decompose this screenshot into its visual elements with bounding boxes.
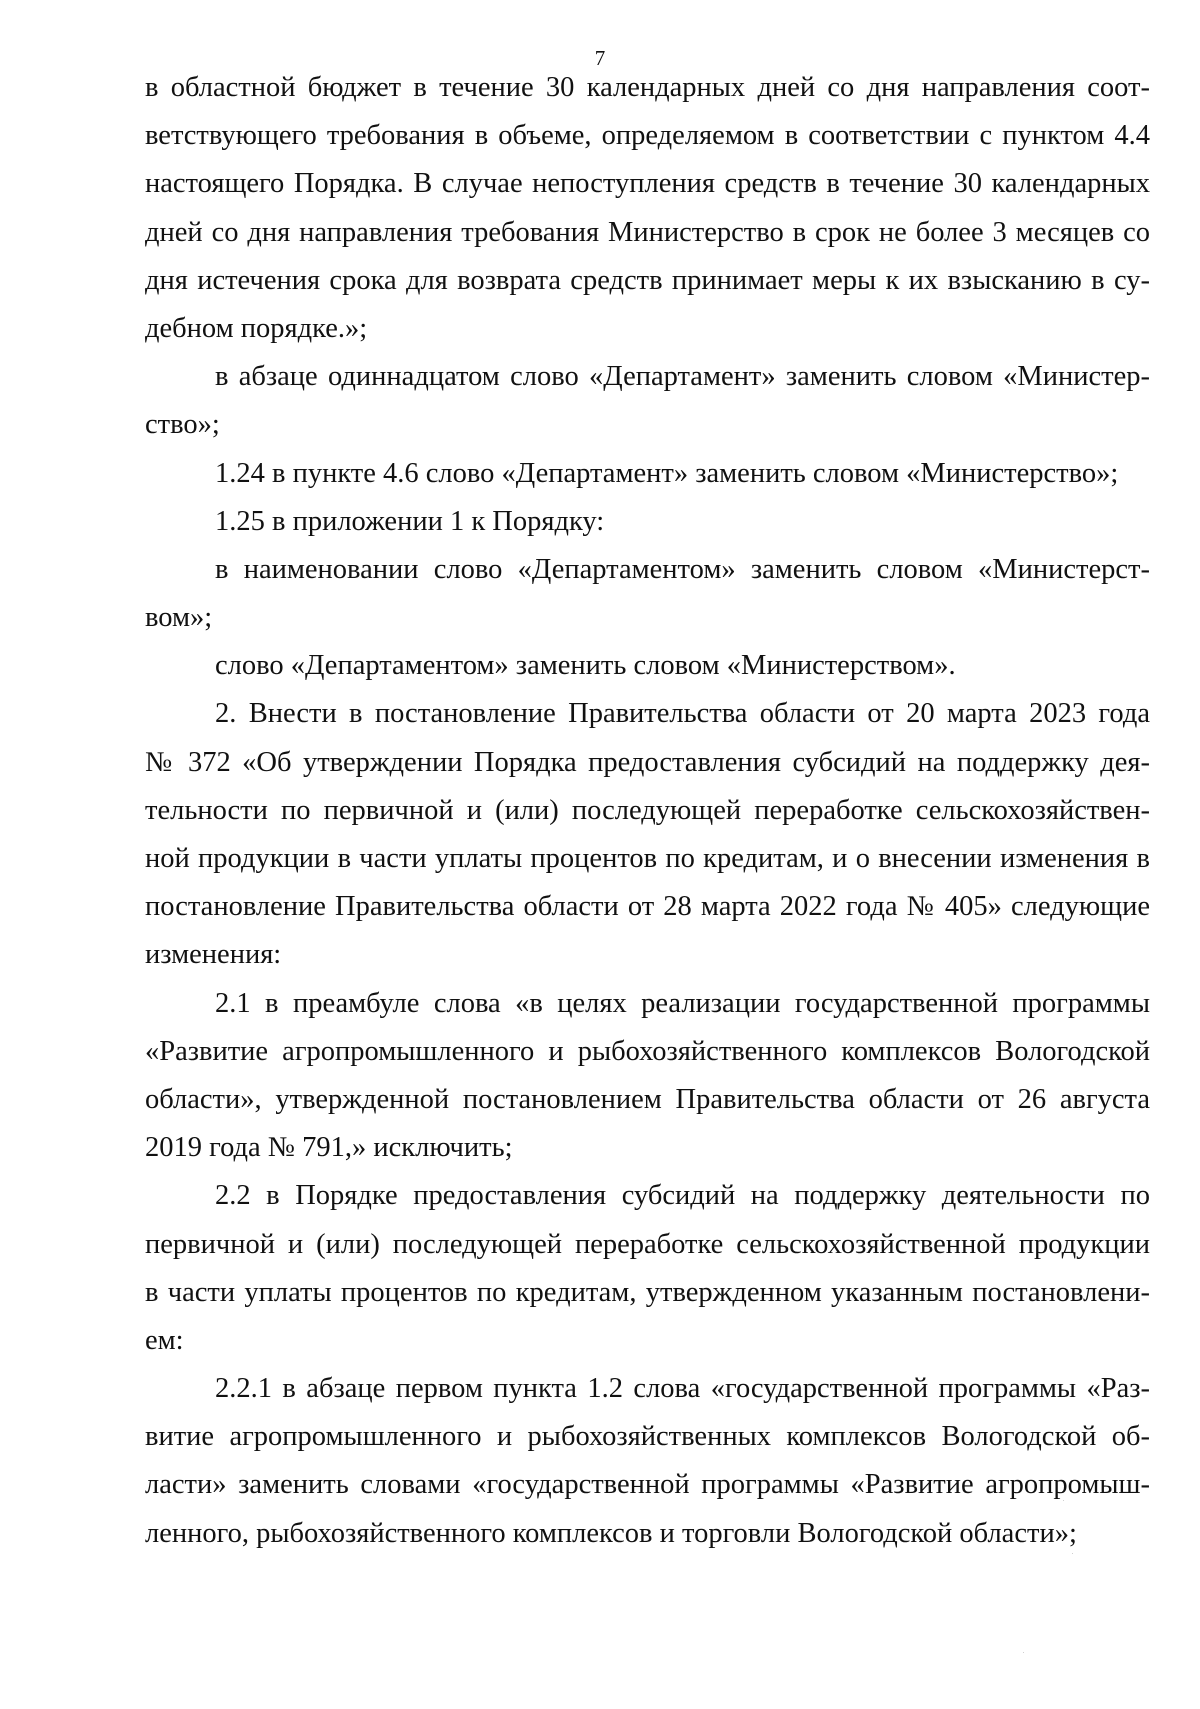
text-line: 2.2.1 в абзаце первом пункта 1.2 слова «государственной программы «Раз- bbox=[215, 1373, 1150, 1405]
text-line: витие агропромышленного и рыбохозяйственных комплексов Вологодской об- bbox=[145, 1421, 1150, 1453]
text-line: ем: bbox=[145, 1324, 184, 1356]
text-line: в части уплаты процентов по кредитам, утвержденном указанным постановлени- bbox=[145, 1276, 1150, 1308]
text-line: первичной и (или) последующей переработке сельскохозяйственной продукции bbox=[145, 1228, 1150, 1260]
text-line: 1.24 в пункте 4.6 слово «Департамент» заменить словом «Министерство»; bbox=[215, 457, 1119, 489]
text-line: 2.2 в Порядке предоставления субсидий на поддержку деятельности по bbox=[215, 1180, 1150, 1212]
text-line: изменения: bbox=[145, 939, 282, 971]
text-line: 1.25 в приложении 1 к Порядку: bbox=[215, 505, 605, 537]
text-line: 2019 года № 791,» исключить; bbox=[145, 1132, 513, 1164]
text-line: ласти» заменить словами «государственной программы «Развитие агропромыш- bbox=[145, 1469, 1150, 1501]
text-line: № 372 «Об утверждении Порядка предоставления субсидий на поддержку дея- bbox=[145, 746, 1150, 778]
text-line: дней со дня направления требования Министерство в срок не более 3 месяцев со bbox=[145, 216, 1150, 248]
text-line: вом»; bbox=[145, 602, 213, 634]
text-line: дня истечения срока для возврата средств принимает меры к их взысканию в су- bbox=[145, 264, 1150, 296]
text-line: тельности по первичной и (или) последующей переработке сельскохозяйствен- bbox=[145, 794, 1150, 826]
scan-speck bbox=[1072, 1553, 1073, 1554]
text-line: настоящего Порядка. В случае непоступления средств в течение 30 календарных bbox=[145, 168, 1150, 200]
text-line: ветствующего требования в объеме, определяемом в соответствии с пунктом 4.4 bbox=[145, 120, 1150, 152]
text-line: в абзаце одиннадцатом слово «Департамент» заменить словом «Министер- bbox=[215, 361, 1150, 393]
text-line: ленного, рыбохозяйственного комплексов и торговли Вологодской области»; bbox=[145, 1517, 1077, 1549]
text-line: ной продукции в части уплаты процентов по кредитам, и о внесении изменения в bbox=[145, 843, 1150, 874]
scan-speck bbox=[1063, 1500, 1064, 1501]
text-line: области», утвержденной постановлением Правительства области от 26 августа bbox=[145, 1083, 1150, 1115]
text-line: слово «Департаментом» заменить словом «Министерством». bbox=[215, 650, 956, 682]
text-line: 2. Внести в постановление Правительства области от 20 марта 2023 года bbox=[215, 698, 1150, 730]
page-number: 7 bbox=[594, 46, 606, 70]
text-line: в наименовании слово «Департаментом» заменить словом «Министерст- bbox=[215, 553, 1150, 585]
scan-speck bbox=[1023, 1652, 1024, 1653]
text-line: ство»; bbox=[145, 409, 220, 441]
text-line: дебном порядке.»; bbox=[145, 312, 368, 344]
text-line: «Развитие агропромышленного и рыбохозяйственного комплексов Вологодской bbox=[145, 1035, 1150, 1067]
text-line: в областной бюджет в течение 30 календарных дней со дня направления соот- bbox=[145, 72, 1150, 103]
text-line: постановление Правительства области от 28 марта 2022 года № 405» следующие bbox=[145, 891, 1150, 923]
text-line: 2.1 в преамбуле слова «в целях реализации государственной программы bbox=[215, 987, 1150, 1019]
document-body bbox=[145, 64, 1150, 1558]
